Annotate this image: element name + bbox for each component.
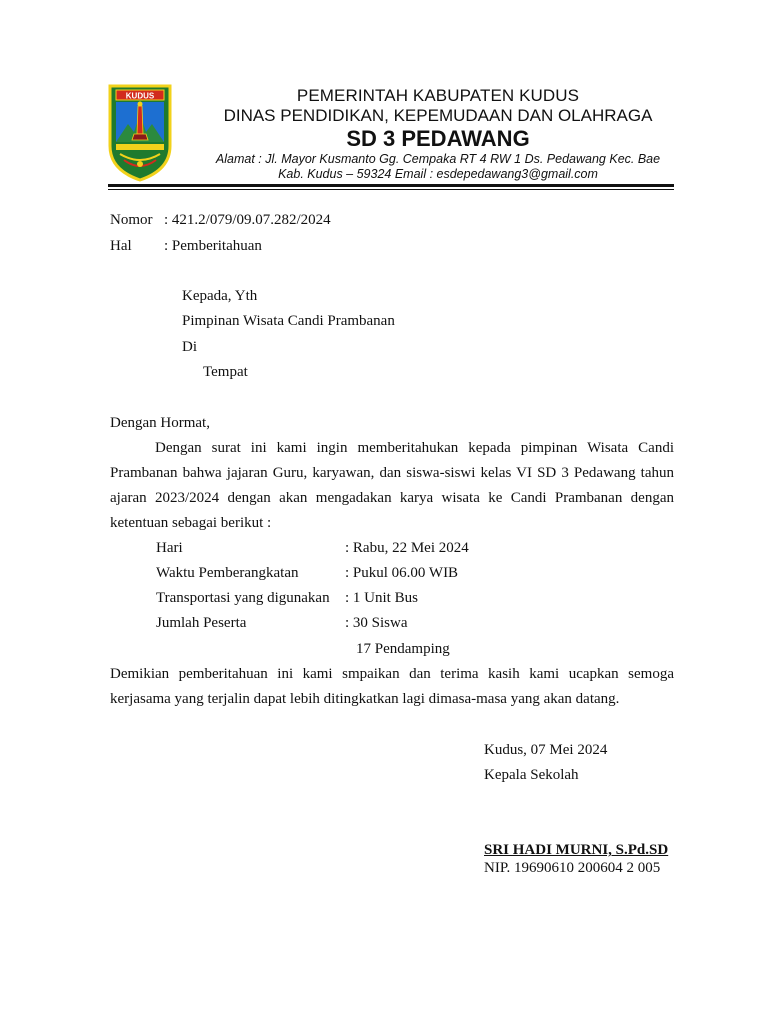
address-line-2: Kab. Kudus – 59324 Email : esdepedawang3@gmail.com [278,167,598,181]
recipient-di: Di [182,339,197,355]
place-date: Kudus, 07 Mei 2024 [484,742,608,758]
hal-label: Hal [110,238,132,254]
signer-position: Kepala Sekolah [484,767,579,783]
detail-value-transportasi: : 1 Unit Bus [345,590,418,606]
letterhead [0,0,768,200]
letterhead-text [190,86,686,182]
letterhead-divider-thin [108,189,674,190]
nomor-value: : 421.2/079/09.07.282/2024 [164,212,331,228]
detail-label-peserta: Jumlah Peserta [156,615,247,631]
government-name: PEMERINTAH KABUPATEN KUDUS [296,86,580,105]
recipient-place: Tempat [203,364,248,380]
closing-paragraph-text: Demikian pemberitahuan ini kami smpaikan dan terima kasih kami ucapkan semoga kerjasama yang terjalin dapat lebih ditingkatkan lagi dimasa-masa yang akan datang. [110,666,674,707]
address-line-1: Alamat : Jl. Mayor Kusmanto Gg. Cempaka RT 4 RW 1 Ds. Pedawang Kec. Bae [215,152,661,166]
detail-label-transportasi: Transportasi yang digunakan [156,590,330,606]
hal-value: : Pemberitahuan [164,238,262,254]
emblem-label: KUDUS [125,91,155,101]
signer-name: SRI HADI MURNI, S.Pd.SD [484,842,669,858]
detail-value-waktu: : Pukul 06.00 WIB [345,565,459,581]
recipient-name: Pimpinan Wisata Candi Prambanan [182,313,395,329]
detail-value-pendamping: 17 Pendamping [356,641,450,657]
signer-nip: NIP. 19690610 200604 2 005 [484,860,661,876]
opening-paragraph-text: Dengan surat ini kami ingin memberitahukan kepada pimpinan Wisata Candi Prambanan bahwa jajaran Guru, karyawan, dan siswa-siswi kelas VI SD 3 Pedawang tahun ajaran 2023/2024 dengan akan mengadakan karya wisata ke Candi Prambanan dengan ketentuan sebagai berikut : [110,440,674,531]
salutation: Dengan Hormat, [110,415,210,431]
department-name: DINAS PENDIDIKAN, KEPEMUDAAN DAN OLAHRAGA [223,106,653,125]
detail-label-waktu: Waktu Pemberangkatan [156,565,299,581]
detail-label-hari: Hari [156,540,183,556]
detail-value-hari: : Rabu, 22 Mei 2024 [345,540,469,556]
recipient-greeting: Kepada, Yth [182,288,258,304]
nomor-label: Nomor [110,212,153,228]
detail-value-peserta: : 30 Siswa [345,615,408,631]
closing-paragraph [110,662,674,712]
letterhead-divider-thick [108,184,674,187]
opening-paragraph [110,436,674,536]
kudus-emblem-logo [108,84,172,182]
school-name: SD 3 PEDAWANG [346,126,530,151]
